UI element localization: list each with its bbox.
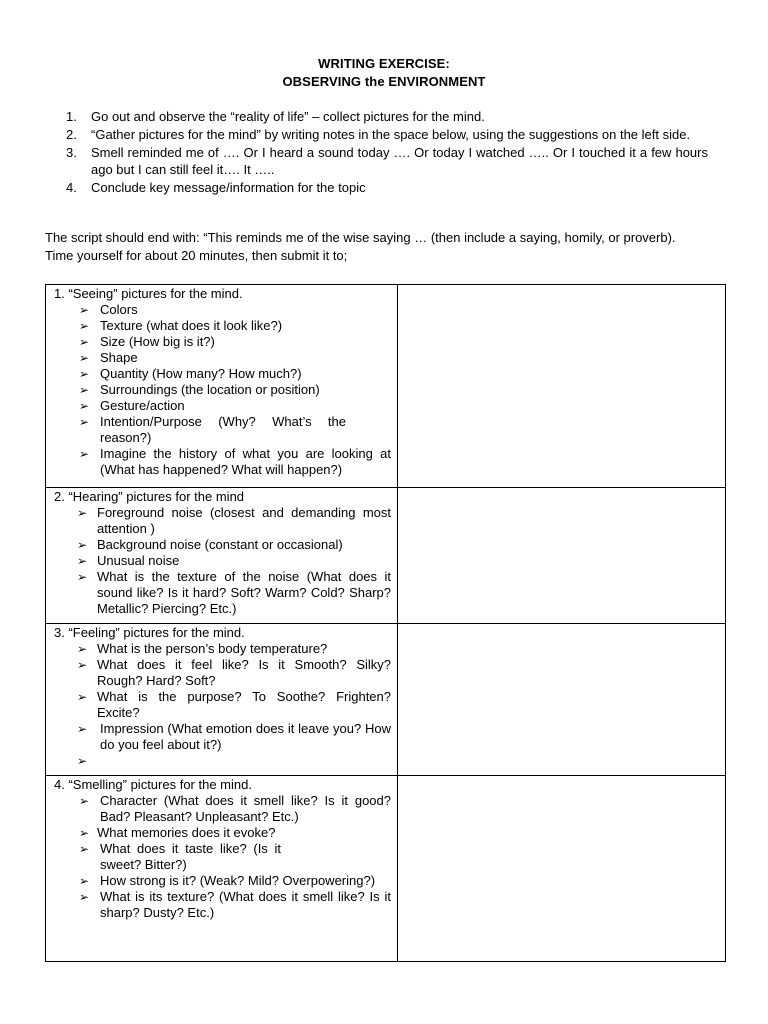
document-title: WRITING EXERCISE:	[318, 56, 450, 71]
suggestion-cell	[46, 488, 398, 624]
list-item: ➢ Unusual noise	[52, 553, 391, 569]
instruction-text: “Gather pictures for the mind” by writing notes in the space below, using the suggestions on the left side.	[91, 127, 691, 142]
list-item: ➢ Colors	[52, 302, 391, 318]
section-title: 2. “Hearing” pictures for the mind	[54, 489, 245, 504]
suggestion-list	[52, 302, 391, 478]
instruction-list	[66, 108, 708, 197]
section-title: 3. “Feeling” pictures for the mind.	[54, 625, 245, 640]
instruction-item	[66, 108, 708, 125]
list-item: ➢ Shape	[52, 350, 391, 366]
notes-cell[interactable]	[398, 624, 726, 776]
section-row-hearing	[46, 488, 726, 624]
suggestion-list	[52, 505, 391, 617]
list-item: ➢ What memories does it evoke?	[52, 825, 391, 841]
list-item: ➢ Surroundings (the location or position)	[52, 382, 391, 398]
instruction-item	[66, 144, 708, 178]
submission-note	[45, 229, 725, 265]
instruction-text: Smell reminded me of …. Or I heard a sound today …. Or today I watched ….. Or I touched it a few hours ago but I can still feel it…. It …..	[91, 145, 708, 177]
list-item: ➢ How strong is it? (Weak? Mild? Overpowering?)	[52, 873, 391, 889]
instruction-item	[66, 126, 708, 143]
section-row-smelling	[46, 776, 726, 962]
list-item: ➢ Background noise (constant or occasional)	[52, 537, 391, 553]
instruction-text: Go out and observe the “reality of life” – collect pictures for the mind.	[91, 109, 485, 124]
section-title: 1. “Seeing” pictures for the mind.	[54, 286, 243, 301]
suggestion-list	[52, 793, 391, 921]
suggestion-cell	[46, 776, 398, 962]
observation-table	[45, 284, 726, 962]
list-item: ➢ Quantity (How many? How much?)	[52, 366, 391, 382]
list-item: ➢ Foreground noise (closest and demanding most attention )	[52, 505, 391, 537]
list-item: ➢ What is the purpose? To Soothe? Frighten? Excite?	[52, 689, 391, 721]
list-item: ➢ What does it feel like? Is it Smooth? Silky? Rough? Hard? Soft?	[52, 657, 391, 689]
list-item: ➢ What is the texture of the noise (What does it sound like? Is it hard? Soft? Warm? Cold? Sharp? Metallic? Piercing? Etc.)	[52, 569, 391, 617]
list-item: ➢ What does it taste like? (Is it sweet? Bitter?)	[52, 841, 391, 873]
suggestion-list	[52, 641, 391, 769]
list-item: ➢ What is the person’s body temperature?	[52, 641, 391, 657]
document-subtitle: OBSERVING the ENVIRONMENT	[282, 74, 486, 89]
list-item: ➢ Impression (What emotion does it leave you? How do you feel about it?)	[52, 721, 391, 753]
section-row-feeling	[46, 624, 726, 776]
suggestion-cell	[46, 285, 398, 488]
list-item: ➢ Intention/Purpose (Why? What’s the reason?)	[52, 414, 391, 446]
list-item: ➢ Imagine the history of what you are looking at (What has happened? What will happen?)	[52, 446, 391, 478]
suggestion-cell	[46, 624, 398, 776]
note-line: The script should end with: “This reminds me of the wise saying … (then include a saying, homily, or proverb).	[45, 230, 676, 245]
instruction-text: Conclude key message/information for the topic	[91, 180, 366, 195]
list-item: ➢ Size (How big is it?)	[52, 334, 391, 350]
list-item: ➢ Texture (what does it look like?)	[52, 318, 391, 334]
section-row-seeing	[46, 285, 726, 488]
instruction-number: 3.	[66, 145, 77, 160]
list-item: ➢ Gesture/action	[52, 398, 391, 414]
notes-cell[interactable]	[398, 285, 726, 488]
instruction-number: 2.	[66, 127, 77, 142]
list-item: ➢ Character (What does it smell like? Is it good? Bad? Pleasant? Unpleasant? Etc.)	[52, 793, 391, 825]
notes-cell[interactable]	[398, 776, 726, 962]
note-line: Time yourself for about 20 minutes, then submit it to;	[45, 248, 348, 263]
instruction-item	[66, 179, 708, 196]
section-title: 4. “Smelling” pictures for the mind.	[54, 777, 252, 792]
instruction-number: 1.	[66, 109, 77, 124]
list-item	[52, 753, 391, 769]
list-item: ➢ What is its texture? (What does it smell like? Is it sharp? Dusty? Etc.)	[52, 889, 391, 921]
instruction-number: 4.	[66, 180, 77, 195]
notes-cell[interactable]	[398, 488, 726, 624]
